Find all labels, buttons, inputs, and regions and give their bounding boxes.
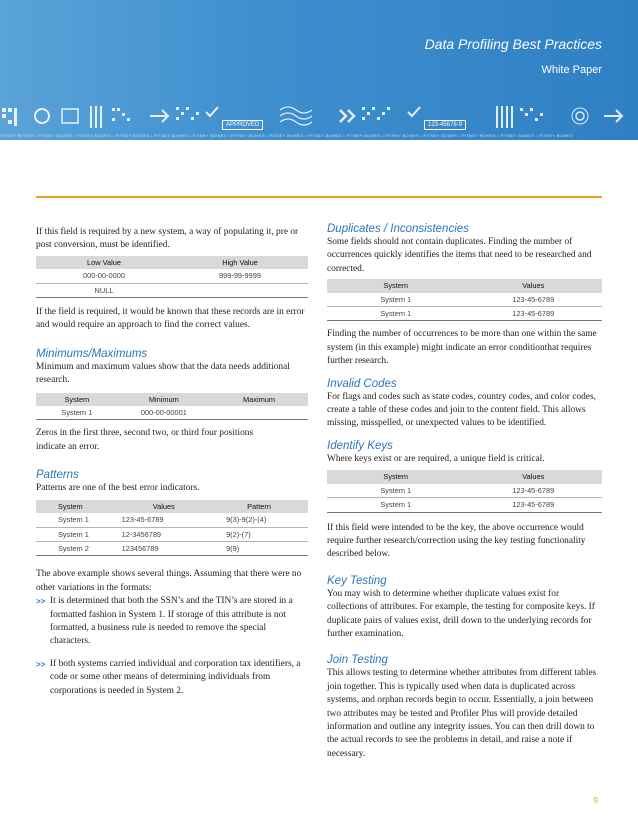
right-column (327, 222, 602, 761)
patterns-table (36, 500, 308, 557)
intro-paragraph: If this field is required by a new system, a way of populating it, pre or post conversion, must be identified. (36, 227, 299, 251)
paragraph: Finding the number of occurrences to be more than one within the same system (in this example) might indicate an error conditionthat requires further research. (327, 329, 597, 367)
paragraph: This allows testing to determine whether attributes from different tables join together. This is typically used when data is duplicated across systems, and orphan records begin to occur. Essentially, a join between two attributes may be tested and Profiler Plus will provide detailed information and outline any integrity issues. You can then drill down to the actual records to see the problems in detail, and raise a note if necessary. (327, 668, 597, 759)
paragraph: If this field were intended to be the key, the above occurrence would require further research/correction using the key testing functionality described below. (327, 522, 586, 560)
section-heading-patterns: Patterns (36, 469, 79, 482)
section-heading-minmax: Minimums/Maximums (36, 347, 148, 360)
table-header: Values (465, 279, 603, 292)
table-row: System 1 000-00-00001 (61, 408, 187, 418)
table-header: System (327, 279, 465, 292)
table-row: System 1 123-45-6789 (380, 485, 555, 495)
section-heading-duplicates: Duplicates / Inconsistencies (327, 223, 469, 235)
table-row: System 1 123-45-6789 (380, 294, 555, 304)
approved-stamp: APPROVED (222, 120, 263, 130)
paragraph: Zeros in the first three, second two, or third four positions indicate an error. (36, 428, 254, 452)
table-header: High Value (172, 256, 308, 269)
paragraph: Patterns are one of the best error indicators. (36, 483, 200, 494)
table-row: System 1 12-3456789 9(2)-(7) (36, 527, 308, 541)
keys-table (327, 470, 602, 512)
section-heading-identify-keys: Identify Keys (327, 439, 393, 452)
document-subtitle: White Paper (541, 64, 602, 76)
table-header: Maximum (210, 393, 308, 406)
table-row: NULL (36, 283, 308, 297)
table-row: 000-00-0000 999-99-9999 (83, 271, 261, 281)
table-header: Low Value (36, 256, 172, 269)
duplicates-table (327, 279, 602, 321)
bullet-marker: >> (36, 659, 46, 669)
table-header: System (36, 393, 118, 406)
paragraph: Some fields should not contain duplicates. Finding the number of occurrences quickly identifies the items that need to be researched and corrected. (327, 237, 592, 274)
table-header: System (36, 500, 118, 513)
watermark-text: PITNEY BOWES • PITNEY BOWES • PITNEY BOWES • PITNEY BOWES • PITNEY BOWES • PITNEY BOWES • PITNEY BOWES • PITNEY BOWES • PITNEY BOWES • PITNEY BOWES • PITNEY BOWES • PITNEY BOWES • PITNEY BOWES • PITNEY BOWES • PITNEY BOWES (0, 133, 573, 138)
value-range-table (36, 256, 308, 298)
table-row: System 1 123-45-6789 (327, 307, 602, 321)
section-heading-key-testing: Key Testing (327, 574, 387, 587)
list-item: >> If both systems carried individual and corporation tax identifiers, a code or some other means of determining individuals from corporations is needed in System 2. (36, 658, 301, 696)
minmax-table (36, 393, 308, 421)
page-number: 9 (593, 796, 598, 805)
table-row: System 1 123-45-6789 (327, 498, 602, 512)
document-title: Data Profiling Best Practices (424, 36, 602, 52)
section-divider (36, 196, 602, 198)
decorative-icon-strip (0, 100, 638, 134)
table-header: Minimum (118, 393, 210, 406)
number-stamp: 123-45678-9 (424, 120, 466, 130)
bullet-marker: >> (36, 597, 46, 607)
table-header: Pattern (210, 500, 308, 513)
paragraph: If the field is required, it would be known that these records are in error and would require an approach to find the correct values. (36, 307, 305, 331)
paragraph: The above example shows several things. Assuming that there were no other variations in the formats: (36, 569, 302, 593)
table-row: System 1 123-45-6789 9(3)-9(2)-(4) (58, 515, 267, 525)
left-column (36, 226, 308, 698)
table-header: Values (465, 470, 603, 483)
table-header: Values (118, 500, 210, 513)
list-item: >> It is determined that both the SSN’s and the TIN’s are stored in a formatted fashion in System 1. If storage of this attribute is not formatted, a business rule is needed to remove the special characters. (36, 596, 293, 647)
paragraph: You may wish to determine whether duplicate values exist for collections of attributes. For example, the testing for composite keys. If duplicate pairs of values exist, drill down to the underlying records for further examination. (327, 588, 595, 639)
table-row: System 2 123456789 9(9) (36, 541, 308, 555)
section-heading-join-testing: Join Testing (327, 654, 388, 667)
section-heading-invalid-codes: Invalid Codes (327, 377, 397, 390)
table-header: System (327, 470, 465, 483)
paragraph: For flags and codes such as state codes, country codes, and color codes, create a table of these codes and join to the content field. This allows missing, misspelled, or unexpected values to be identified. (327, 391, 596, 429)
paragraph: Minimum and maximum values show that the data needs additional research. (36, 361, 290, 386)
paragraph: Where keys exist or are required, a unique field is critical. (327, 453, 545, 464)
header-banner (0, 0, 638, 140)
